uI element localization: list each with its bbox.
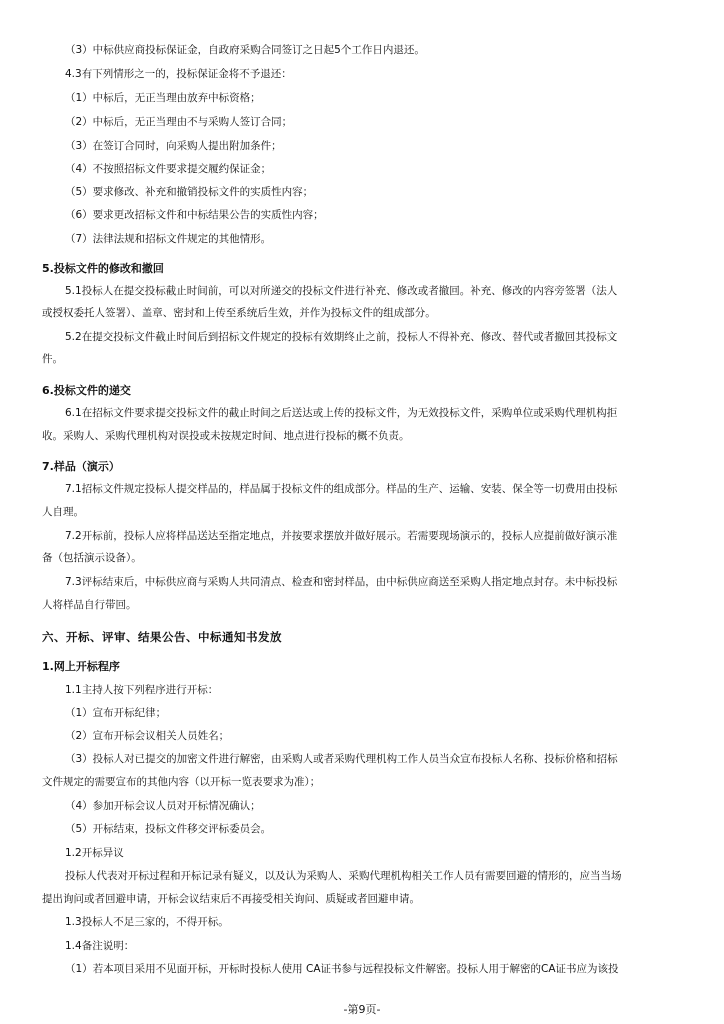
- text-line: 5.2在提交投标文件截止时间后到招标文件规定的投标有效期终止之前，投标人不得补充、修改、替代或者撤回其投标文: [65, 331, 618, 343]
- text-line: （5）要求修改、补充和撤销投标文件的实质性内容；: [65, 186, 314, 198]
- text-line: 备（包括演示设备）。: [42, 552, 142, 564]
- text-line: （3）在签订合同时，向采购人提出附加条件；: [65, 140, 282, 152]
- page-number: -第9页-: [343, 1003, 381, 1016]
- text-line: 6.1在招标文件要求提交投标文件的截止时间之后送达或上传的投标文件，为无效投标文件，采购单位或采购代理机构拒: [65, 407, 618, 419]
- section-heading: 6.投标文件的递交: [42, 384, 131, 397]
- text-line: （2）宣布开标会议相关人员姓名；: [65, 730, 230, 742]
- text-line: （2）中标后，无正当理由不与采购人签订合同；: [65, 116, 293, 128]
- text-line: （1）中标后，无正当理由放弃中标资格；: [65, 92, 261, 104]
- text-line: 1.1主持人按下列程序进行开标：: [65, 684, 219, 696]
- text-line: 投标人代表对开标过程和开标记录有疑义，以及认为采购人、采购代理机构相关工作人员有需要回避的情形的，应当当场: [65, 870, 622, 882]
- text-line: 7.2开标前，投标人应将样品送达至指定地点，并按要求摆放并做好展示。若需要现场演示的，投标人应提前做好演示准: [65, 530, 618, 542]
- section-heading: 1.网上开标程序: [42, 660, 120, 673]
- text-line: 提出询问或者回避申请，开标会议结束后不再接受相关询问、质疑或者回避申请。: [42, 893, 420, 905]
- text-line: 文件规定的需要宣布的其他内容（以开标一览表要求为准）；: [42, 776, 321, 788]
- text-line: （7）法律法规和招标文件规定的其他情形。: [65, 233, 272, 245]
- text-line: 人将样品自行带回。: [42, 599, 137, 611]
- text-line: （6）要求更改招标文件和中标结果公告的实质性内容；: [65, 209, 324, 221]
- section-heading: 7.样品（演示）: [42, 460, 120, 473]
- text-line: （5）开标结束，投标文件移交评标委员会。: [65, 823, 272, 835]
- text-line: 人自理。: [42, 506, 84, 518]
- text-line: （3）投标人对已提交的加密文件进行解密，由采购人或者采购代理机构工作人员当众宣布投标人名称、投标价格和招标: [65, 753, 618, 765]
- text-line: 1.3投标人不足三家的，不得开标。: [65, 916, 229, 928]
- text-line: （3）中标供应商投标保证金，自政府采购合同签订之日起5个工作日内退还。: [65, 44, 425, 56]
- text-line: （1）宣布开标纪律；: [65, 707, 167, 719]
- text-line: 1.4备注说明：: [65, 940, 135, 952]
- chapter-heading: 六、开标、评审、结果公告、中标通知书发放: [42, 630, 282, 644]
- section-heading: 5.投标文件的修改和撤回: [42, 262, 164, 275]
- text-line: 1.2开标异议: [65, 847, 124, 859]
- text-line: 7.1招标文件规定投标人提交样品的，样品属于投标文件的组成部分。样品的生产、运输、安装、保全等一切费用由投标: [65, 483, 618, 495]
- text-line: （4）参加开标会议人员对开标情况确认；: [65, 800, 261, 812]
- text-line: 件。: [42, 353, 63, 365]
- text-line: 收。采购人、采购代理机构对误投或未按规定时间、地点进行投标的概不负责。: [42, 430, 410, 442]
- text-line: 4.3有下列情形之一的，投标保证金将不予退还：: [65, 68, 292, 80]
- text-line: 5.1投标人在提交投标截止时间前，可以对所递交的投标文件进行补充、修改或者撤回。补充、修改的内容旁签署（法人: [65, 285, 618, 297]
- text-line: （1）若本项目采用不见面开标，开标时投标人使用 CA证书参与远程投标文件解密。投标人用于解密的CA证书应为该投: [65, 963, 619, 975]
- text-line: （4）不按照招标文件要求提交履约保证金；: [65, 163, 272, 175]
- text-line: 或授权委托人签署）、盖章、密封和上传至系统后生效，并作为投标文件的组成部分。: [42, 307, 436, 319]
- text-line: 7.3评标结束后，中标供应商与采购人共同清点、检查和密封样品，由中标供应商送至采购人指定地点封存。未中标投标: [65, 576, 618, 588]
